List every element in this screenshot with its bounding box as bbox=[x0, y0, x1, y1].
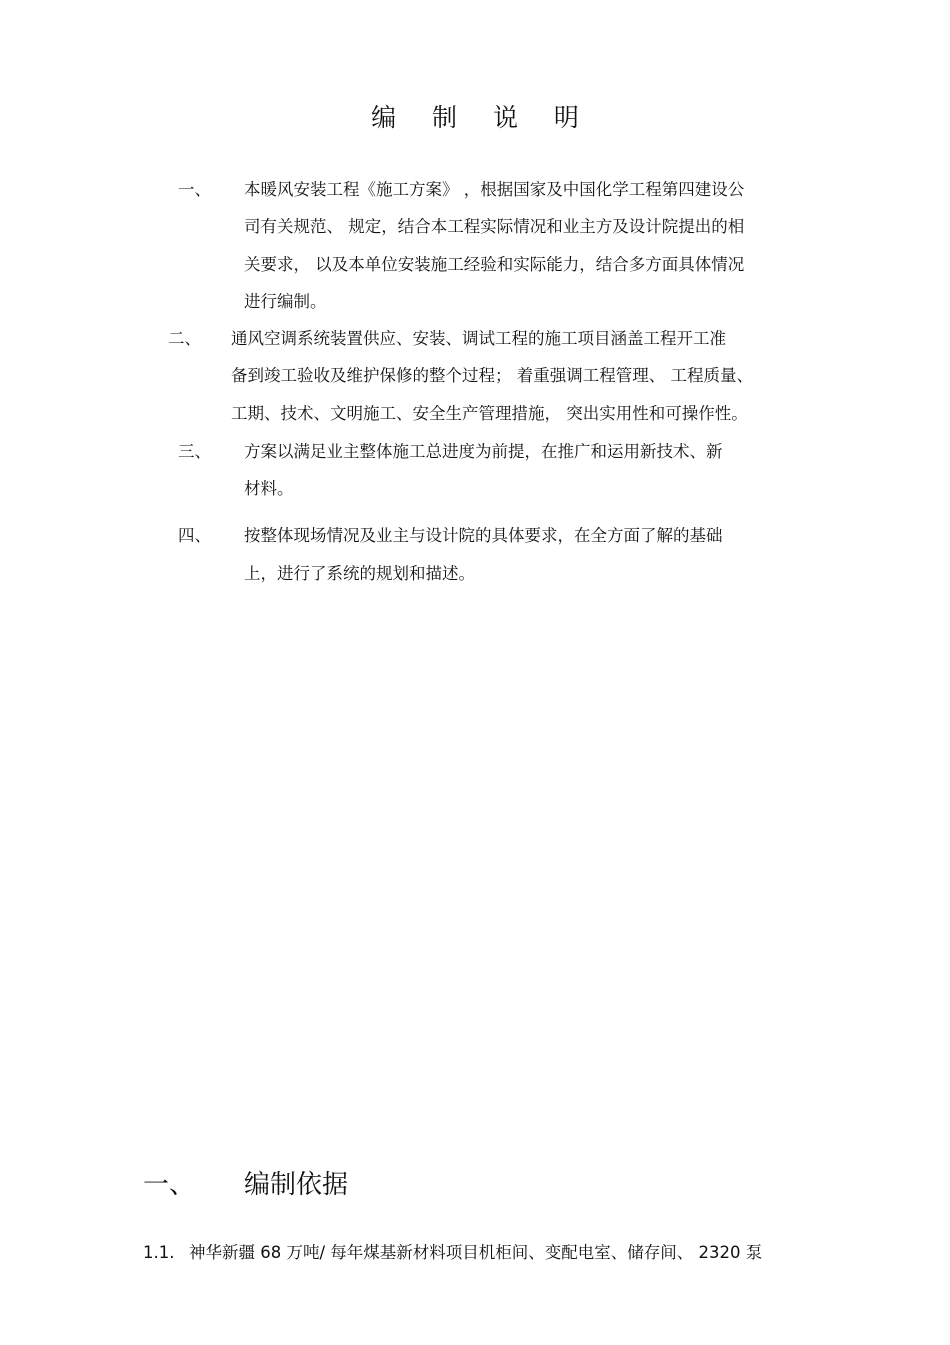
item-line: 司有关规范、 规定，结合本工程实际情况和业主方及设计院提出的相 bbox=[244, 217, 745, 236]
section-title: 编制依据 bbox=[244, 1170, 349, 1200]
item-number: 三、 bbox=[178, 442, 211, 461]
item-line: 备到竣工验收及维护保修的整个过程； 着重强调工程管理、 工程质量、 bbox=[231, 366, 753, 385]
item-number: 二、 bbox=[168, 329, 201, 348]
item-line: 材料。 bbox=[244, 479, 294, 498]
item-line: 按整体现场情况及业主与设计院的具体要求，在全方面了解的基础 bbox=[244, 526, 723, 545]
section-number: 一、 bbox=[143, 1170, 196, 1200]
item-line: 上，进行了系统的规划和描述。 bbox=[244, 564, 475, 583]
subsection-text: 神华新疆 68 万吨/ 每年煤基新材料项目机柜间、变配电室、储存间、 2320 泵 bbox=[189, 1243, 763, 1262]
item-line: 方案以满足业主整体施工总进度为前提，在推广和运用新技术、新 bbox=[244, 442, 723, 461]
page-title: 编 制 说 明 bbox=[371, 103, 593, 132]
item-line: 进行编制。 bbox=[244, 292, 327, 311]
item-number: 一、 bbox=[178, 180, 211, 199]
item-line: 本暖风安装工程《施工方案》 ，根据国家及中国化学工程第四建设公 bbox=[244, 180, 745, 199]
item-line: 关要求， 以及本单位安装施工经验和实际能力，结合多方面具体情况 bbox=[244, 255, 745, 274]
item-number: 四、 bbox=[178, 526, 211, 545]
item-line: 通风空调系统装置供应、安装、调试工程的施工项目涵盖工程开工准 bbox=[231, 329, 726, 348]
subsection-number: 1.1. bbox=[143, 1243, 175, 1262]
item-line: 工期、技术、文明施工、安全生产管理措施， 突出实用性和可操作性。 bbox=[231, 404, 748, 423]
